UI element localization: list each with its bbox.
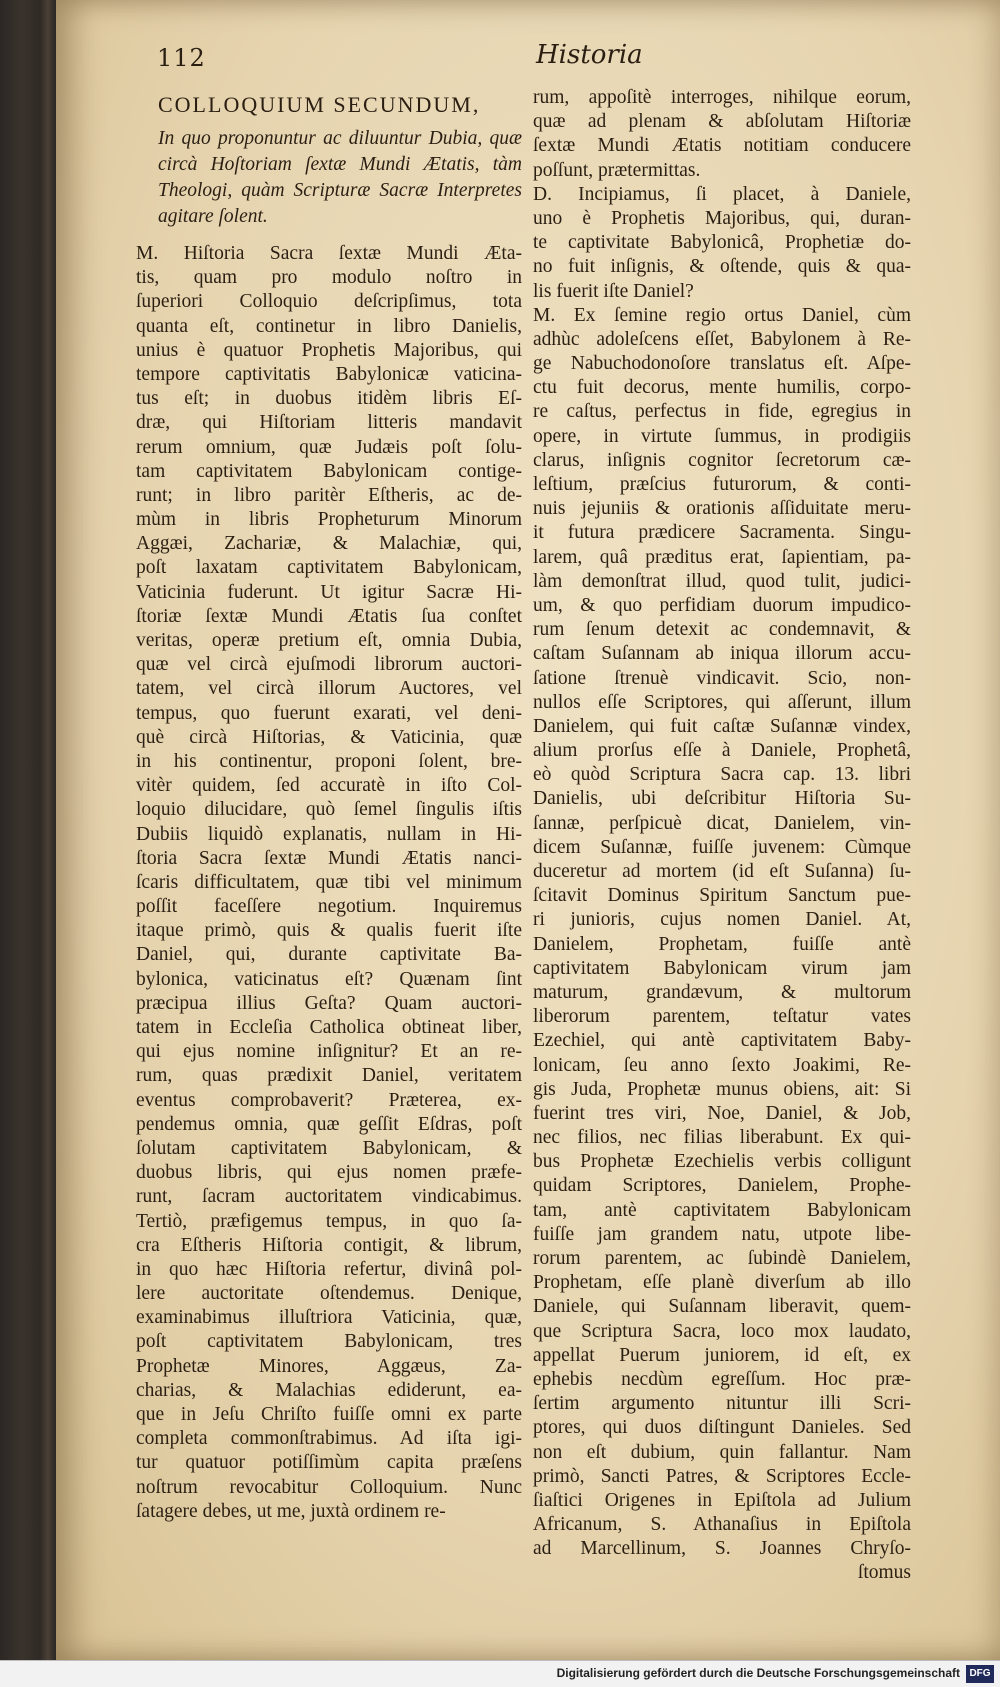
dfg-logo-icon: DFG: [966, 1665, 994, 1683]
text-line: ſatione ſtrenuè vindicavit. Scio, non-: [533, 667, 911, 689]
text-line: que Scriptura Sacra, loco mox laudato,: [533, 1320, 911, 1342]
text-line: Africanum, S. Athanaſius in Epiſtola: [533, 1514, 911, 1536]
text-line: re caſtus, perfectus in fide, egregius in: [533, 401, 911, 423]
left-column: [136, 86, 522, 1524]
text-line: rum, appoſitè interroges, nihilque eorum,: [533, 87, 911, 108]
text-line: nuis jejuniis & orationis aſſiduitate meru-: [533, 498, 911, 520]
text-line: cra Eſtheris Hiſtoria contigit, & librum,: [136, 1234, 522, 1256]
text-line: quanta eſt, continetur in libro Danielis,: [136, 315, 522, 337]
text-line: in his continentur, proponi ſolent, bre-: [136, 750, 522, 772]
text-line: adhùc adoleſcens eſſet, Babylonem à Re-: [533, 328, 911, 350]
text-line: examinabimus illuſtriora Vaticinia, quæ,: [136, 1307, 522, 1329]
text-line: te captivitate Babylonicâ, Prophetiæ do-: [533, 232, 911, 254]
running-head: Historia: [536, 40, 643, 70]
text-line: no fuit inſignis, & oſtende, quis & qua-: [533, 256, 911, 278]
text-line: ad Marcellinum, S. Joannes Chryſo-: [533, 1538, 911, 1560]
colloquium-summary: In quo proponuntur ac diluuntur Dubia, quæ circà Hoſtoriam ſextæ Mundi Ætatis, tàm Theologi, quàm Scripturæ Sacræ Interpretes agitare ſolent.: [158, 128, 522, 227]
text-line: veritas, operæ pretium eſt, omnia Dubia,: [136, 630, 522, 651]
text-line: primò, Sancti Patres, & Scriptores Eccle-: [533, 1465, 911, 1487]
text-line: bylonica, vaticinatus eſt? Quænam ſint: [136, 968, 522, 990]
text-line: tus eſt; in duobus itidèm libris Eſ-: [136, 388, 522, 410]
right-column: [533, 86, 911, 1586]
colloquium-heading: COLLOQUIUM SECUNDUM,: [158, 92, 481, 117]
text-line: clarus, inſignis cognitor ſecretorum cæ-: [533, 449, 911, 471]
text-line: tatem in Eccleſia Catholica obtineat liber,: [136, 1017, 522, 1038]
text-line: rorum parentem, ac ſubindè Danielem,: [533, 1248, 911, 1269]
text-line: D. Incipiamus, ſi placet, à Daniele,: [533, 183, 911, 205]
text-line: captivitatem Babylonicam virum jam: [533, 957, 911, 979]
text-line: què circà Hiſtorias, & Vaticinia, quæ: [136, 726, 522, 748]
text-line: qui ejus nomine inſignitur? Et an re-: [136, 1041, 522, 1063]
text-line: Tertiò, præfigemus tempus, in quo ſa-: [136, 1210, 522, 1232]
text-line: ſatagere debes, ut me, juxtà ordinem re-: [136, 1500, 446, 1522]
text-line: poſſunt, prætermittas.: [533, 159, 701, 181]
text-line: quidam Scriptores, Danielem, Prophe-: [533, 1175, 911, 1197]
text-line: lere auctoritate oſtendemus. Denique,: [136, 1283, 522, 1305]
text-line: lonicam, ſeu anno ſexto Joakimi, Re-: [533, 1054, 911, 1076]
text-line: tempore captivitatis Babylonicæ vaticina-: [136, 363, 522, 385]
text-line: tis, quam pro modulo noſtro in: [136, 267, 522, 289]
text-line: Ezechiel, qui antè captivitatem Baby-: [533, 1030, 911, 1052]
text-line: runt, ſacram auctoritatem vindicabimus.: [136, 1186, 522, 1208]
text-line: duceretur ad mortem (id eſt Suſanna) ſu-: [533, 861, 911, 882]
text-line: ſtoriæ ſextæ Mundi Ætatis ſua conſtet: [136, 605, 522, 627]
text-line: tempus, quo fuerunt exarati, vel deni-: [136, 702, 522, 724]
text-line: ſcitavit Dominus Spiritum Sanctum pue-: [533, 885, 911, 907]
text-line: làm demonſtrat illud, quod tulit, judici-: [533, 570, 911, 592]
text-line: um, & quo perfidiam duorum impudico-: [533, 594, 911, 616]
text-line: itaque primò, quis & qualis fuerit iſte: [136, 920, 522, 942]
text-line: gis Juda, Prophetæ munus obiens, ait: Si: [533, 1078, 911, 1100]
text-line: Prophetam, eſſe planè diverſum ab illo: [533, 1272, 911, 1294]
text-line: loquio dilucidare, quò ſemel ſingulis iſtis: [136, 799, 522, 821]
text-line: tur quatuor potiſſimùm capita præſens: [136, 1452, 522, 1474]
text-line: ſuperiori Colloquio deſcripſimus, tota: [136, 291, 522, 313]
text-line: Dubiis liquidò explanatis, nullam in Hi-: [136, 823, 522, 845]
text-line: in quo hæc Hiſtoria refertur, divinâ pol-: [136, 1258, 522, 1280]
text-line: completa commonſtrabimus. Ad iſta igi-: [136, 1428, 522, 1450]
text-line: leſtium, præſcius futurorum, & conti-: [533, 474, 911, 495]
text-line: rerum omnium, quæ Judæis poſt ſolu-: [136, 436, 522, 458]
text-line: poſt laxatam captivitatem Babylonicam,: [136, 557, 522, 579]
text-line: ptores, qui duos diſtingunt Danieles. Sed: [533, 1417, 911, 1439]
text-line: nullos eſſe Scriptores, qui aſſerunt, illum: [533, 691, 911, 713]
text-line: ge Nabuchodonoſore translatus eſt. Aſpe-: [533, 353, 911, 375]
text-line: ſertim argumento nituntur illi Scri-: [533, 1393, 911, 1415]
text-line: que in Jeſu Chriſto fuiſſe omni ex parte: [136, 1404, 522, 1425]
text-line: Danielis, ubi deſcribitur Hiſtoria Su-: [533, 788, 911, 810]
text-line: it futura prædicere Sacramenta. Singu-: [533, 522, 911, 544]
text-line: bus Prophetæ Ezechielis verbis colligunt: [533, 1151, 911, 1173]
text-line: charias, & Malachias ediderunt, ea-: [136, 1379, 522, 1401]
text-line: fuerint tres viri, Noe, Daniel, & Job,: [533, 1102, 911, 1124]
text-line: præcipua illius Geſta? Quam auctori-: [136, 992, 522, 1014]
text-line: fuiſſe jam grandem natu, utpote libe-: [533, 1223, 911, 1245]
text-line: alium prorſus eſſe à Daniele, Prophetâ,: [533, 740, 911, 762]
text-line: ephebis necdùm egreſſum. Hoc præ-: [533, 1368, 911, 1390]
text-line: ſolutam captivitatem Babylonicam, &: [136, 1137, 522, 1159]
text-line: uno è Prophetis Majoribus, qui, duran-: [533, 207, 911, 229]
text-line: vitèr quidem, ſed accuratè in iſto Col-: [136, 775, 522, 797]
text-line: ſiaſtici Origenes in Epiſtola ad Julium: [533, 1489, 911, 1511]
text-line: noſtrum revocabitur Colloquium. Nunc: [136, 1476, 522, 1498]
text-line: ſextæ Mundi Ætatis notitiam conducere: [533, 135, 911, 157]
text-line: rum ſenum detexit ac condemnavit, &: [533, 619, 911, 641]
text-line: Vaticinia fuderunt. Ut igitur Sacræ Hi-: [136, 581, 522, 603]
text-line: non eſt dubium, quin fallantur. Nam: [533, 1441, 911, 1463]
text-line: duobus libris, qui ejus nomen præfe-: [136, 1162, 522, 1184]
text-line: ſannæ, perſpicuè dicat, Danielem, vin-: [533, 812, 911, 834]
text-line: quæ ad plenam & abſolutam Hiſtoriæ: [533, 111, 911, 133]
text-line: eò quòd Scriptura Sacra cap. 13. libri: [533, 764, 911, 786]
text-line: ſcaris difficultatem, quæ tibi vel minimum: [136, 871, 522, 893]
text-line: pendemus omnia, quæ geſſit Eſdras, poſt: [136, 1113, 522, 1135]
text-line: caſtam Suſannam ab iniqua illorum accu-: [533, 643, 911, 665]
text-line: Danielem, Prophetam, fuiſſe antè: [533, 933, 911, 955]
left-body-text: [136, 242, 522, 1524]
text-line: liberorum parentem, teſtatur vates: [533, 1006, 911, 1028]
page-number: 112: [157, 44, 206, 72]
footer-credit-text: Digitalisierung gefördert durch die Deutsche Forschungsgemeinschaft: [556, 1666, 960, 1680]
text-line: ſtomus: [857, 1562, 911, 1584]
text-line: maturum, grandævum, & multorum: [533, 981, 911, 1003]
text-line: Prophetæ Minores, Aggæus, Za-: [136, 1355, 522, 1377]
text-line: dræ, qui Hiſtoriam litteris mandavit: [136, 412, 522, 434]
text-line: poſſit faceſſere negotium. Inquiremus: [136, 896, 522, 918]
text-line: poſt captivitatem Babylonicam, tres: [136, 1331, 522, 1353]
text-line: quæ vel circà ejuſmodi librorum auctori-: [136, 654, 522, 676]
text-line: Daniel, qui, durante captivitate Ba-: [136, 944, 522, 966]
text-line: runt; in libro paritèr Eſtheris, ac de-: [136, 484, 522, 506]
text-line: Daniele, qui Suſannam liberavit, quem-: [533, 1296, 911, 1318]
text-line: rum, quas prædixit Daniel, veritatem: [136, 1065, 522, 1087]
text-line: Aggæi, Zachariæ, & Malachiæ, qui,: [136, 533, 522, 555]
text-line: Danielem, qui fuit caſtæ Suſannæ vindex,: [533, 715, 911, 737]
text-line: ri junioris, cujus nomen Daniel. At,: [533, 909, 911, 931]
text-line: ſtoria Sacra ſextæ Mundi Ætatis nanci-: [136, 847, 522, 869]
text-line: M. Hiſtoria Sacra ſextæ Mundi Æta-: [136, 243, 522, 264]
text-line: appellat Puerum juniorem, id eſt, ex: [533, 1344, 911, 1366]
text-line: eventus comprobaverit? Præterea, ex-: [136, 1089, 522, 1111]
text-line: mùm in libris Propheturum Minorum: [136, 509, 522, 531]
text-line: tam captivitatem Babylonicam contige-: [136, 460, 522, 482]
text-line: M. Ex ſemine regio ortus Daniel, cùm: [533, 304, 911, 326]
digitization-footer: [0, 1660, 1000, 1687]
text-line: tam, antè captivitatem Babylonicam: [533, 1199, 911, 1221]
text-line: lis fuerit iſte Daniel?: [533, 280, 694, 302]
right-body-text: [533, 86, 911, 1586]
text-line: larem, quâ præditus erat, ſapientiam, pa-: [533, 546, 911, 568]
text-line: nec filios, nec filias liberabunt. Ex qui-: [533, 1127, 911, 1149]
text-line: opere, in virtute ſummus, in prodigiis: [533, 425, 911, 447]
text-line: unius è quatuor Prophetis Majoribus, qui: [136, 339, 522, 361]
text-line: ctu fuit decorus, mente humilis, corpo-: [533, 377, 911, 399]
text-line: tatem, vel circà illorum Auctores, vel: [136, 678, 522, 700]
text-line: dicem Suſannæ, fuiſſe juvenem: Cùmque: [533, 836, 911, 858]
